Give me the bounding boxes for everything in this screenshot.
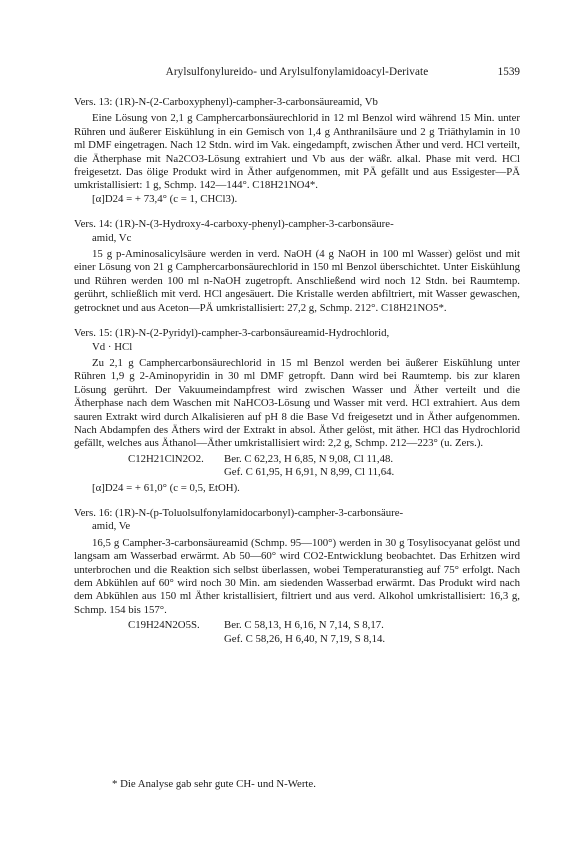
analysis-values: C 61,95, H 6,91, N 8,99, Cl 11,64.	[245, 466, 395, 479]
experiment-heading-line: Vd · HCl	[92, 340, 133, 353]
experiment-procedure: Eine Lösung von 2,1 g Camphercarbonsäurechlorid in 12 ml Benzol wird während 15 Min. unter Rühren und äußerer Eiskühlung in ein Gemisch von 1,4 g Anthranilsäure und 2 g Triäthylamin in 10 ml DMF eingetragen. Nach 12 Stdn. wird im Vak. eingedampft, zwischen Äther und verd. HCl verteilt, die Ätherphase mit Na2CO3-Lösung extrahiert und Vb aus der wäßr. alkal. Phase mit verd. HCl freigesetzt. Das ölige Produkt wird in Äther aufgenommen, mit PÄ gefällt und aus Essigester—PÄ umkristallisiert: 1 g, Schmp. 142—144°. C18H21NO4*.	[74, 112, 520, 192]
analysis-label: Gef.	[224, 466, 243, 479]
experiment-procedure: Zu 2,1 g Camphercarbonsäurechlorid in 15 ml Benzol werden bei äußerer Eiskühlung unter Rühren 1,9 g 2-Aminopyridin in 30 ml DMF getropft. Dann wird bei Raumtemp. bis zur klaren Lösung gerührt. Der Vakuumeindampfrest wird zwischen Wasser und Äther verteilt und die Ätherphase nach dem Waschen mit NaHCO3-Lösung und Wasser mit verd. HCl extrahiert. Aus dem sauren Extrakt wird durch Alkalisieren auf pH 8 die Base Vd freigesetzt und in Äther aufgenommen. Nach Abdampfen des Äthers wird der Extrakt in absol. Äther gelöst, mit äther. HCl das Hydrochlorid gefällt, welches aus Äthanol—Äther umkristallisiert wird: 2,2 g, Schmp. 212—223° (u. Zers.).	[74, 356, 520, 450]
experiment-heading-line: amid, Ve	[92, 520, 131, 533]
experiment-heading-line: Vers. 13: (1R)-N-(2-Carboxyphenyl)-campher-3-carbonsäureamid, Vb	[74, 96, 378, 108]
analysis-values: C 58,13, H 6,16, N 7,14, S 8,17.	[244, 619, 384, 632]
running-header	[74, 66, 520, 82]
analysis-formula	[128, 466, 224, 479]
elemental-analysis	[74, 619, 520, 646]
analysis-label: Gef.	[224, 632, 243, 645]
experiment-heading	[74, 327, 520, 354]
experiment-procedure: 16,5 g Campher-3-carbonsäureamid (Schmp. 95—100°) werden in 30 g Tosylisocyanat gelöst und langsam am Wasserbad erwärmt. Ab 50—60° wird CO2-Entwicklung beobachtet. Das Erhitzen wird unterbrochen und die Reaktion sich selbst überlassen, wobei Temperaturanstieg auf 75° erfolgt. Nach dem Abkühlen auf 60° wird noch 30 Min. am siedenden Wasserbad erwärmt. Das Produkt wird nach dem Abkühlen aus 150 ml Äther kristallisiert, filtriert und aus verd. Alkohol umkristallisiert: 16,3 g, Schmp. 154 bis 157°.	[74, 536, 520, 616]
experiment-procedure: 15 g p-Aminosalicylsäure werden in verd. NaOH (4 g NaOH in 100 ml Wasser) gelöst und mit einer Lösung von 21 g Camphercarbonsäurechlorid in 150 ml Benzol überschichtet. Unter Eiskühlung und Rühren werden 100 ml n-NaOH zugetropft. Anschließend wird noch 12 Stdn. bei Raumtemp. gerührt, schließlich mit verd. HCl angesäuert. Die Kristalle werden abfiltriert, mit Wasser gewaschen, getrocknet und aus Aceton—PÄ umkristallisiert: 27,2 g, Schmp. 212°. C18H21NO5*.	[74, 248, 520, 314]
elemental-analysis	[74, 453, 520, 480]
analysis-values: C 58,26, H 6,40, N 7,19, S 8,14.	[245, 632, 386, 645]
experiment-15	[74, 327, 520, 495]
experiment-14	[74, 218, 520, 315]
experiment-16	[74, 507, 520, 646]
analysis-formula: C19H24N2O5S.	[128, 619, 200, 632]
experiment-heading	[74, 507, 520, 534]
analysis-label: Ber.	[224, 452, 242, 465]
experiment-13	[74, 96, 520, 206]
analysis-label: Ber.	[224, 619, 242, 632]
analysis-formula: C12H21ClN2O2.	[128, 452, 204, 465]
experiment-heading	[74, 96, 520, 109]
page-number: 1539	[497, 66, 520, 78]
experiment-heading-line: amid, Vc	[92, 231, 132, 244]
running-title: Arylsulfonylureido- und Arylsulfonylamidoacyl-Derivate	[165, 66, 429, 78]
experiment-heading	[74, 218, 520, 245]
experiment-heading-line: Vers. 15: (1R)-N-(2-Pyridyl)-campher-3-carbonsäureamid-Hydrochlorid,	[74, 327, 390, 340]
page-body	[74, 96, 520, 658]
analysis-values: C 62,23, H 6,85, N 9,08, Cl 11,48.	[244, 452, 394, 465]
experiment-heading-line: Vers. 14: (1R)-N-(3-Hydroxy-4-carboxy-phenyl)-campher-3-carbonsäure-	[74, 218, 394, 231]
optical-rotation: [α]D24 = + 61,0° (c = 0,5, EtOH).	[92, 481, 240, 494]
experiment-heading-line: Vers. 16: (1R)-N-(p-Toluolsulfonylamidocarbonyl)-campher-3-carbonsäure-	[74, 506, 404, 519]
analysis-formula	[128, 633, 224, 646]
optical-rotation: [α]D24 = + 73,4° (c = 1, CHCl3).	[92, 192, 238, 205]
footnote: * Die Analyse gab sehr gute CH- und N-Werte.	[112, 778, 316, 790]
